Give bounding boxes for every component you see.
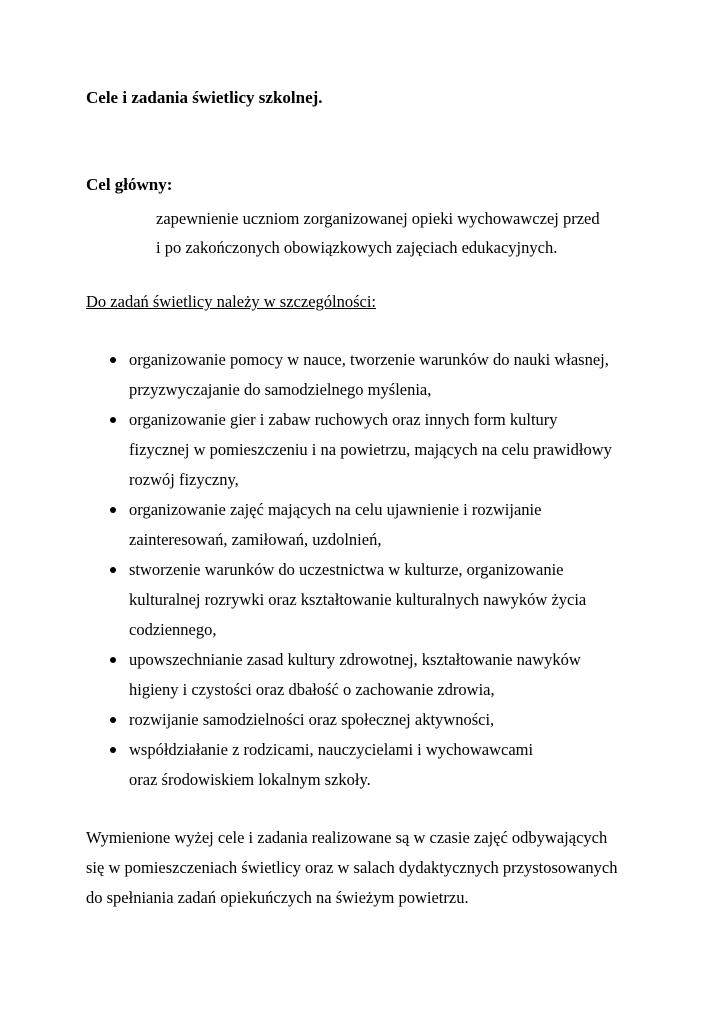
bullet-icon — [110, 357, 116, 363]
bullet-icon — [110, 717, 116, 723]
list-item — [100, 735, 660, 795]
list-item-line: zainteresowań, zamiłowań, uzdolnień, — [129, 530, 382, 549]
list-item-line: stworzenie warunków do uczestnictwa w kulturze, organizowanie — [129, 560, 564, 579]
list-item-line: rozwój fizyczny, — [129, 470, 239, 489]
main-goal-text — [156, 204, 656, 262]
list-item-line: organizowanie zajęć mających na celu ujawnienie i rozwijanie — [129, 500, 542, 519]
bullet-icon — [110, 747, 116, 753]
list-item — [100, 705, 660, 735]
list-item — [100, 345, 660, 405]
list-item-line: oraz środowiskiem lokalnym szkoły. — [129, 770, 371, 789]
list-item-line: codziennego, — [129, 620, 217, 639]
task-list — [100, 345, 660, 795]
list-item — [100, 495, 660, 555]
list-item — [100, 405, 660, 495]
list-item-line: kulturalnej rozrywki oraz kształtowanie kulturalnych nawyków życia — [129, 590, 587, 609]
list-item-line: współdziałanie z rodzicami, nauczycielami i wychowawcami — [129, 740, 534, 759]
list-item-line: upowszechnianie zasad kultury zdrowotnej, kształtowanie nawyków — [129, 650, 581, 669]
bullet-icon — [110, 417, 116, 423]
tasks-heading: Do zadań świetlicy należy w szczególności: — [86, 292, 377, 311]
list-item-line: higieny i czystości oraz dbałość o zachowanie zdrowia, — [129, 680, 495, 699]
list-item-line: organizowanie pomocy w nauce, tworzenie warunków do nauki własnej, — [129, 350, 609, 369]
bullet-icon — [110, 507, 116, 513]
summary-line: się w pomieszczeniach świetlicy oraz w salach dydaktycznych przystosowanych — [86, 858, 618, 877]
summary-paragraph — [86, 823, 666, 913]
list-item-line: przyzwyczajanie do samodzielnego myślenia, — [129, 380, 432, 399]
main-goal-label: Cel główny: — [86, 175, 173, 194]
list-item-line: fizycznej w pomieszczeniu i na powietrzu, mających na celu prawidłowy — [129, 440, 612, 459]
summary-line: Wymienione wyżej cele i zadania realizowane są w czasie zajęć odbywających — [86, 828, 608, 847]
main-goal-line: i po zakończonych obowiązkowych zajęciach edukacyjnych. — [156, 238, 558, 257]
document-title: Cele i zadania świetlicy szkolnej. — [86, 88, 323, 107]
list-item — [100, 555, 660, 645]
main-goal-line: zapewnienie uczniom zorganizowanej opieki wychowawczej przed — [156, 209, 600, 228]
list-item-line: organizowanie gier i zabaw ruchowych oraz innych form kultury — [129, 410, 558, 429]
list-item-line: rozwijanie samodzielności oraz społecznej aktywności, — [129, 710, 495, 729]
bullet-icon — [110, 567, 116, 573]
bullet-icon — [110, 657, 116, 663]
summary-line: do spełniania zadań opiekuńczych na świeżym powietrzu. — [86, 888, 469, 907]
list-item — [100, 645, 660, 705]
